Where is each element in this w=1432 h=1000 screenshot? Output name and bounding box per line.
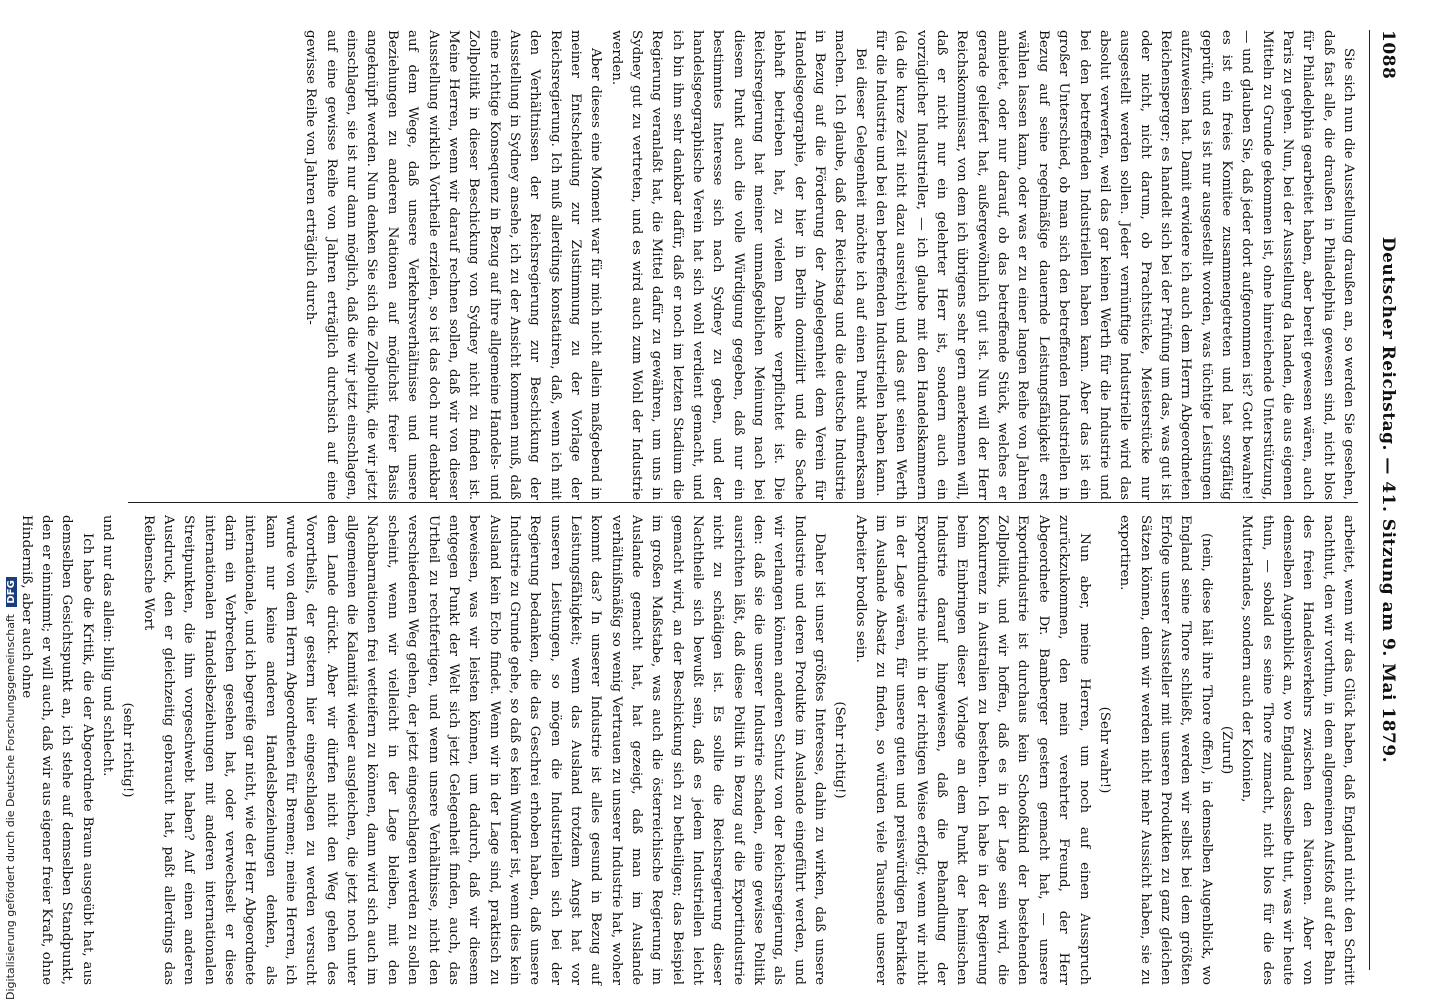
paragraph: (nein, diese hält ihre Thore offen), in demselben Augenblick, wo England seine Thore schließt, werden wir selbst bei dem größten Erfolge unserer Aussteller mit unseren Produkten zu ganz gleichen Sätzen können, denn wir werden nicht mehr Aussicht haben, sie zu exportiren. bbox=[1117, 515, 1214, 985]
page-number: 1088 bbox=[1378, 30, 1398, 80]
header-rule bbox=[1369, 30, 1370, 970]
paragraph: Nun aber, meine Herren, um noch auf einen Ausspruch zurückzukommen, den mein verehrter Freund, der Herr Abgeordnete Dr. Bamberger gestern gemacht hat, — unsere Exportindustrie ist durchaus kein Schooßkind der bestehenden Zollpolitik, und wir hoffen, daß es in der Lage sein wird, die Konkurrenz in Australien zu bestehen. Ich habe in der Regierung beim Einbringen dieser Vorlage an dem Punkt der heimischen Industrie darauf hingewiesen, daß die Behandlung der Exportindustrie nicht in der richtigen Weise erfolgt; wenn wir nicht in der Lage wären, für unsere guten und preiswürdigen Fabrikate im Auslande Absatz zu finden, so würden viele Tausende unserer Arbeiter brodlos sein. bbox=[852, 515, 1092, 985]
rotated-page bbox=[18, 0, 1416, 1000]
paragraph: Daher ist unser größtes Interesse, dahin zu wirken, daß unsere Industrie und deren Produkte im Auslande eingeführt werden, und wir verlangen können anderen Schutz von der Reichsregierung, als den: daß sie die unserer Industrie schaden, eine gewisse Politik ausrichten läßt, daß diese Politik in Bezug auf die Exportindustrie nicht zu schädigen ist. Es sollte die Reichsregierung dieser Nachtheile sich bewußt sein, daß es jedem Industriellen leicht gemacht wird, an der Beschickung sich zu betheiligen; das Beispiel im großen Maßstabe, was auch die österreichische Regierung im Auslande gemacht hat, hat gezeigt, daß man im Auslande verhältnißmäßig so wenig Vertrauen zu unserer Industrie hat, woher kommt das? In unserer Industrie ist alles gesund in Bezug auf Leistungsfähigkeit; wenn das Ausland trotzdem Angst hat vor unseren Leistungen, so mögen die Industriellen sich bei der Regierung bedanken, die das Geschrei erhoben haben, daß unsere Industrie zu Grunde gehe, so daß es kein Wunder ist, wenn dies kein Ausland kein Echo findet. Wenn wir in der Lage sind, praktisch zu beweisen, was wir leisten können, um dadurch, daß wir diesem entgegen Punkt der Welt sich jetzt Gelegenheit finden, auch, das Urtheil zu rechtfertigen, und wenn unsere Verhältnisse, nicht den verschiedenen Weg gehen, der jetzt eingeschlagen werden zu sollen scheint, wenn wir vielleicht in der Lage bleiben, mit den Nachbarnationen frei wetteifern zu können, dann wird sich auch im allgemeinen die Kalamität wieder ausgleichen, die jetzt noch unter dem Lande drückt. Aber wir dürfen nicht den Weg gehen des Vorortheils, der gestern hier eingeschlagen zu werden versucht wurde von dem Herrn Abgeordneten für Bremen; meine Herren, ich kann nur keine anderen Handelsbeziehungen denken, als internationale, und ich begreife gar nicht, wie der Herr Abgeordnete darin ein Verbrechen gesehen hat, oder verwechselt er diese internationalen Handelsbeziehungen mit anderen internationalen Streitpunkten, die ihm vorgeschwebt haben? Auf einen anderen Ausdruck, den er gleichzeitig gebraucht hat, paßt allerdings das Reibensche Wort bbox=[140, 515, 828, 985]
interjection: (sehr richtig!) bbox=[120, 702, 136, 798]
paragraph: Bei dieser Gelegenheit möchte ich auf einen Punkt aufmerksam machen. Ich glaube, daß der Reichstag und die deutsche Industrie in Bezug auf die Förderung der Angelegenheit dem Verein für Handelsgeographie, der hier in Berlin domizilirt und die Sache lebhaft betrieben hat, zu vielem Danke verpflichtet ist. Die Reichsregierung hat meiner unmaßgeblichen Meinung nach bei diesem Punkt auch die volle Würdigung gegeben, daß nur ein bestimmtes Interesse sich nach Sydney zu geben, und der handelsgeographische Verein hat sich wohl verdient gemacht, und ich bin ihm sehr dankbar dafür, daß er noch im letzten Stadium die Regierung veranlaßt hat, die Mittel dafür zu gewähren, um uns in Sydney gut zu vertreten, und es wird auch zum Wohl der Industrie werden. bbox=[608, 30, 868, 500]
interjection: (Zuruf) bbox=[1218, 725, 1234, 775]
interjection: (Sehr wahr!) bbox=[1096, 706, 1112, 794]
paragraph: Ich habe die Kritik, die der Abgeordnete Braun ausgeübt hat, aus demselben Gesichtspunkt an, ich stehe auf demselben Standpunkt, den er einnimmt; er will auch, daß wir aus eigener freier Kraft, ohne Hinderniß, aber auch ohne bbox=[18, 515, 95, 985]
page-title: Deutscher Reichstag. — 41. Sitzung am 9. Mai 1879. bbox=[1378, 236, 1398, 764]
interjection: (Sehr richtig!) bbox=[832, 701, 848, 799]
digitization-credit bbox=[4, 580, 22, 1000]
paragraph: Sie sich nun die Ausstellung draußen an, so werden Sie gesehen, daß fast alle, die draußen in Philadelphia gewesen sind, nicht blos für Philadelphia gearbeitet haben, aber bereit gewesen wären, auch Paris zu gehen. Nun, bei der Ausstellung da handen, die aus eigenen Mitteln zu Grunde gekommen ist, ohne hinreichende Unterstützung, — und glauben Sie, daß jeder dort aufgenommen ist? Gott bewahre! es ist ein freies Komitee zusammengetreten und hat sorgfältig geprüft, und es ist nur ausgestellt worden, was tüchtige Leistungen aufzuweisen hat. Damit erwidere ich auch dem Herrn Abgeordneten Reichensperger; es handelt sich bei der Prüfung um das, was gut ist oder nicht, nicht darum, ob Prachtstücke, Meisterstücke nur ausgestellt werden sollen. Jeder vernünftige Industrielle wird das absolut verwerfen, weil das gar keinen Werth für die Industrie und bei den betreffenden Industriellen haben kann. Aber das ist ein großer Unterschied, ob man sich den betreffenden Industriellen in Bezug auf seine regelmäßige dauernde Leistungsfähigkeit erst wählen lassen kann, oder was er zu einer langen Reihe von Jahren anbietet, oder nur darauf, ob das betreffende Stück, welches er gerade geliefert hat, außergewöhnlich gut ist. Nun will der Herr Reichskommissar, von dem ich übrigens sehr gern anerkennen will, daß er nicht nur ein gelehrter Herr ist, sondern auch ein vorzüglicher Industrieller, — ich glaube mit den Handelskammern (da die kurze Zeit nicht dazu ausreicht) und das gut seinen Werth für die Industrie und bei den betreffenden Industriellen haben kann. bbox=[873, 30, 1356, 500]
column-divider bbox=[128, 502, 1358, 503]
dfg-logo: DFG bbox=[6, 577, 17, 606]
credit-text: Digitalisierung gefördert durch die Deutsche Forschungsgemeinschaft bbox=[4, 614, 17, 1000]
paragraph: Aber dieses eine Moment war für mich nicht allein maßgebend in meiner Entscheidung zur Zustimmung zu der Vorlage der Reichsregierung. Ich muß allerdings konstatiren, daß, wenn ich mit den Verhältnissen der Reichsregierung zur Beschickung der Ausstellung in Sydney ansehe, ich zu der Ansicht kommen muß, daß eine richtige Konsequenz in Bezug auf ihre allgemeine Handels- und Zollpolitik in dieser Beschickung von Sydney nicht zu finden ist. Meine Herren, wenn wir darauf rechnen sollen, daß wir von dieser Ausstellung wirklich Vortheile erzielen, so ist das doch nur denkbar auf dem Wege, daß unsere Verkehrsverhältnisse und unsere Beziehungen zu anderen Nationen auf möglichst freier Basis angeknüpft werden. Nun denken Sie sich die Zollpolitik, die wir jetzt einschlagen, sie ist nur dann möglich, daß die wir jetzt einschlagen, auf eine gewisse Reihe von Jahren erträglich durchsich auf eine gewisse Reihe von Jahren erträglich durch- bbox=[303, 30, 604, 500]
page-header bbox=[1374, 30, 1398, 970]
paragraph: und nur das allein: billig und schlecht. bbox=[100, 515, 116, 777]
left-column bbox=[118, 30, 1358, 500]
paragraph: arbeitet, wenn wir das Glück haben, daß England nicht den Schritt nachthut, den wir vorthun, in dem allgemeinen Aufstoß auf der Bahn des freien Handelsverkehrs zwischen den Nationen. Aber von demselben Augenblick an, wo England dasselbe thut, was wir heute thun, — sobald es seine Thore zumacht, nicht blos für die des Mutterlandes, sondern auch der Kolonien, bbox=[1239, 515, 1356, 985]
right-column bbox=[18, 515, 1358, 985]
